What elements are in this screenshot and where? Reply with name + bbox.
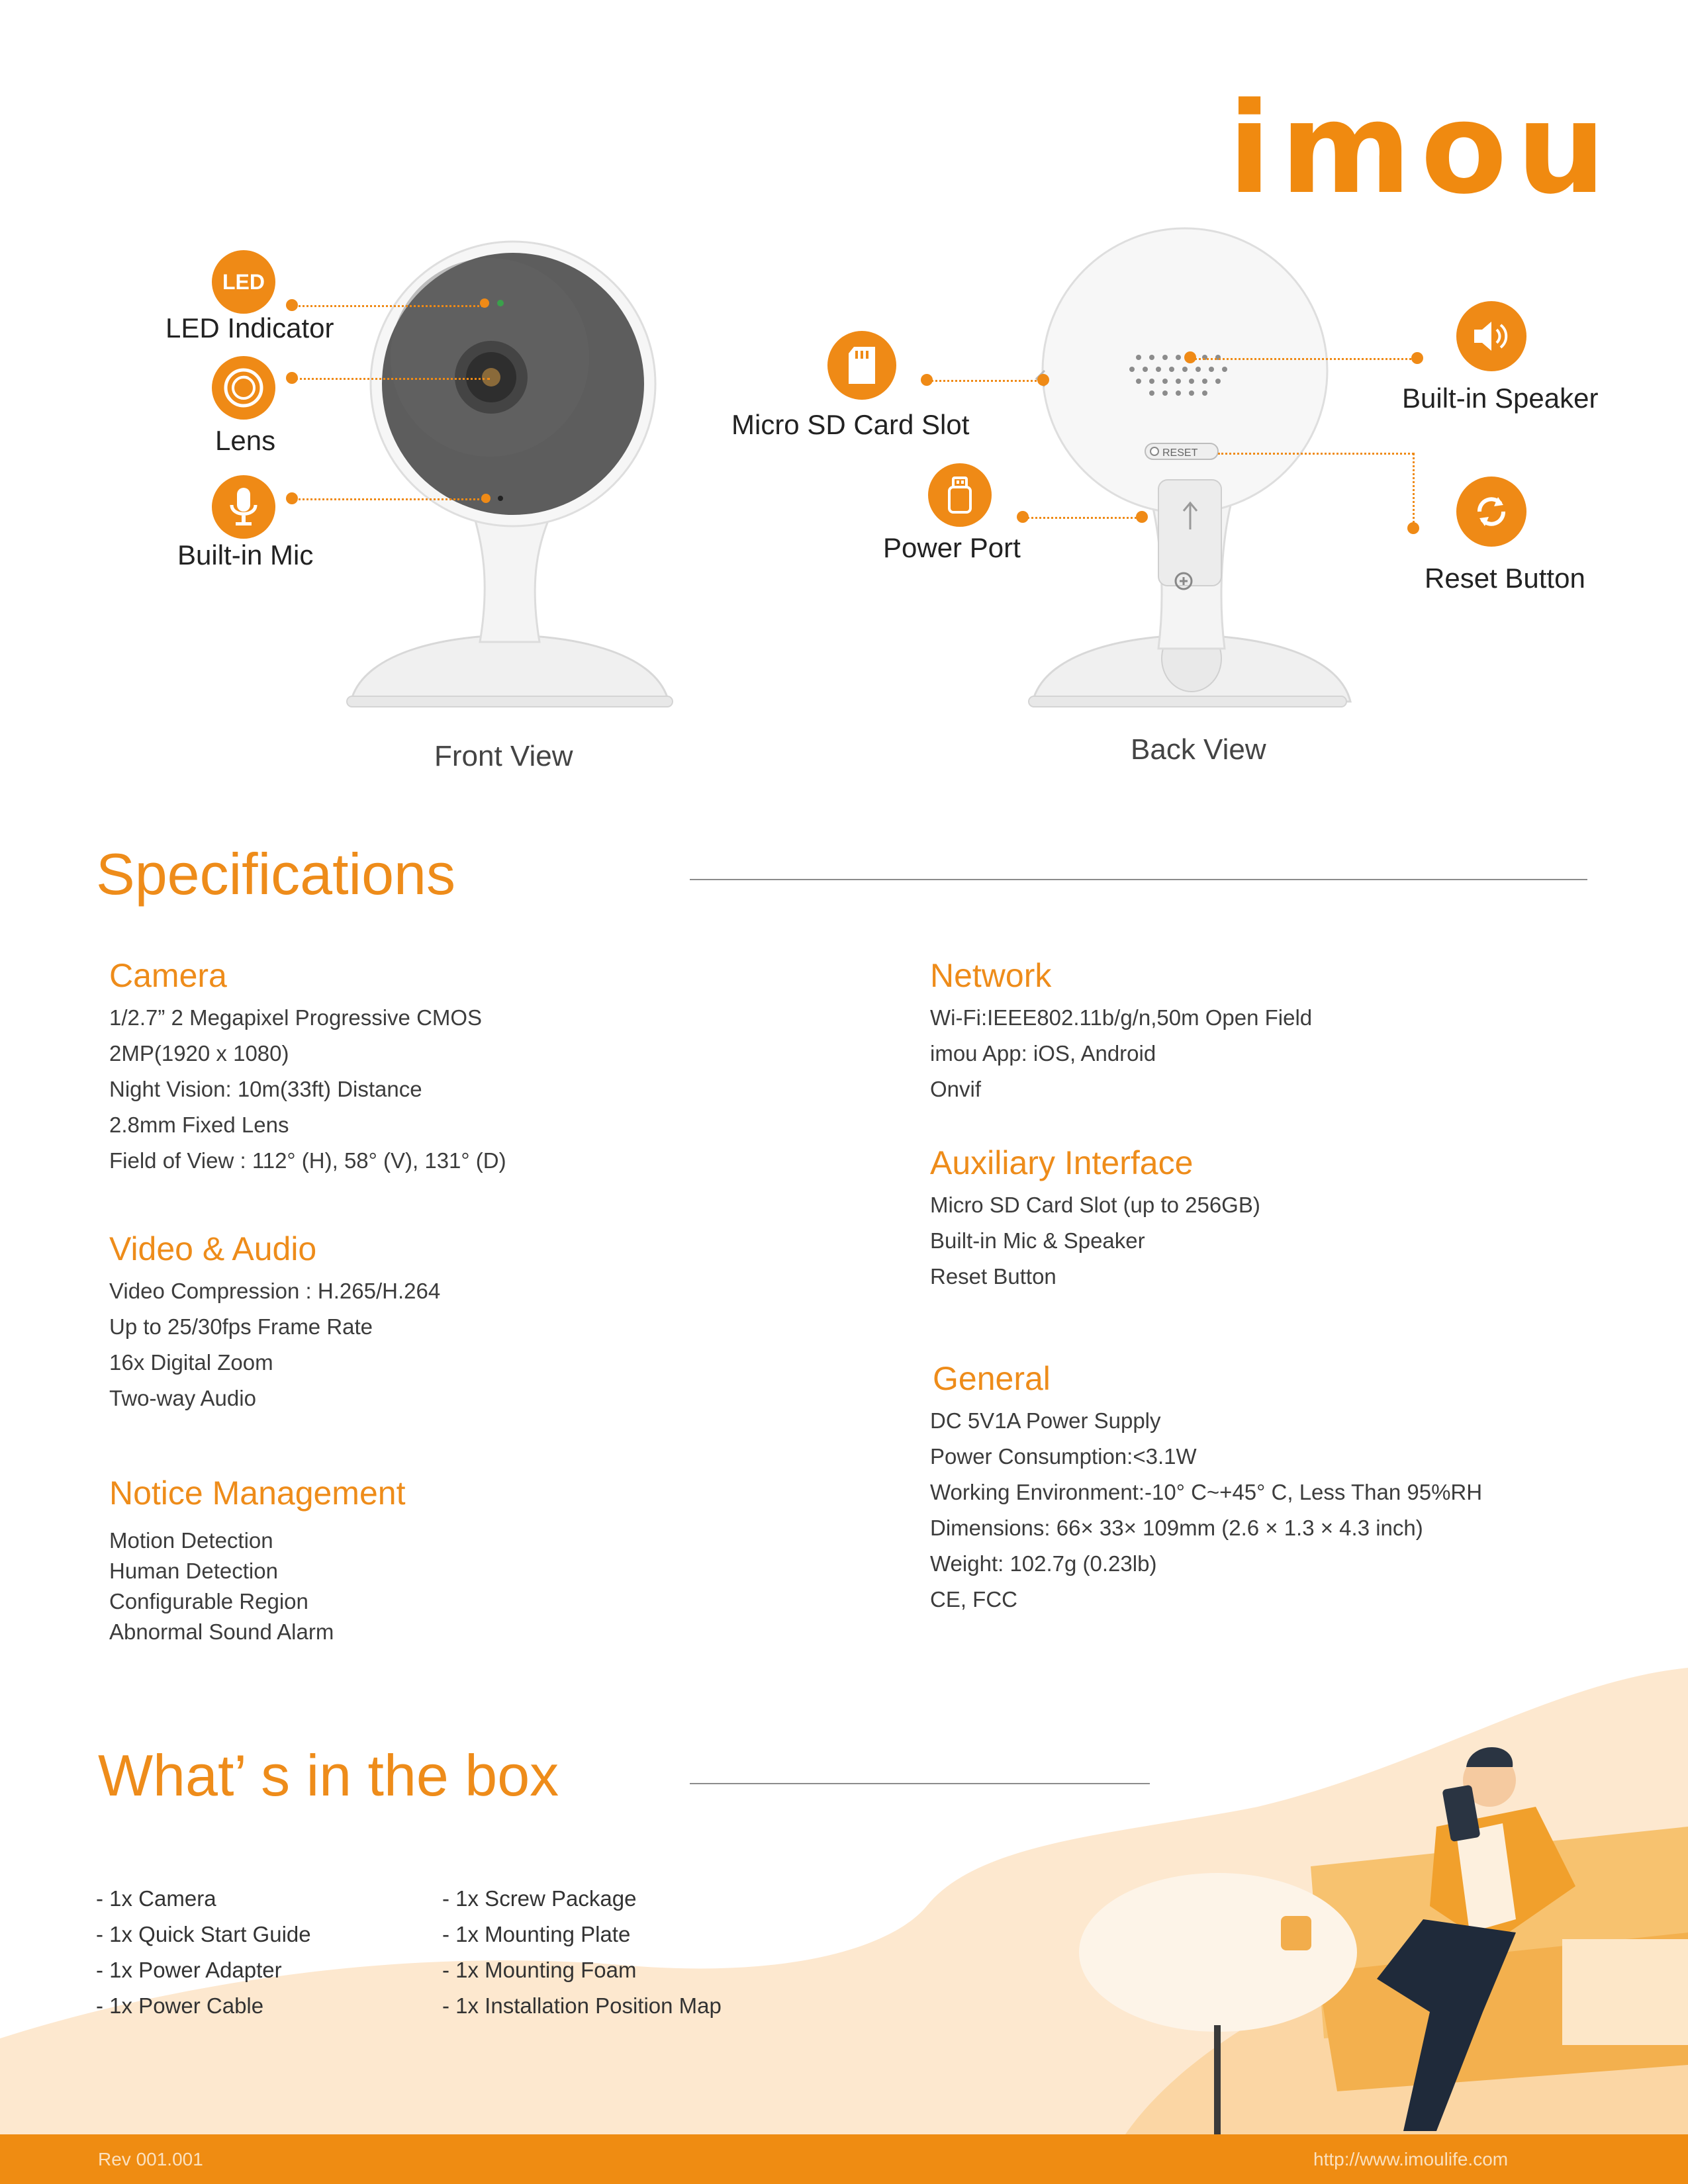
reset-slot-text: RESET [1162, 447, 1198, 459]
spec-line: DC 5V1A Power Supply [930, 1408, 1161, 1433]
spec-line: Micro SD Card Slot (up to 256GB) [930, 1193, 1260, 1217]
back-camera-image [1019, 225, 1364, 715]
spec-notice-section [109, 1474, 405, 1647]
spec-line: Reset Button [930, 1264, 1056, 1289]
power-port-label: Power Port [883, 532, 1021, 563]
spec-general-section [930, 1359, 1482, 1617]
back-view-label: Back View [1131, 733, 1266, 766]
spec-line: Wi-Fi:IEEE802.11b/g/n,50m Open Field [930, 1005, 1313, 1030]
lens-label: Lens [215, 425, 276, 456]
spec-line: Two-way Audio [109, 1386, 256, 1410]
spec-heading: Notice Management [109, 1475, 406, 1512]
reset-icon [1456, 477, 1526, 547]
spec-line: Weight: 102.7g (0.23lb) [930, 1551, 1157, 1576]
spec-heading: Auxiliary Interface [930, 1144, 1194, 1181]
microphone-icon [212, 475, 275, 539]
box-item: - 1x Screw Package [442, 1886, 637, 1911]
spec-line: Onvif [930, 1077, 982, 1101]
built-in-speaker-label: Built-in Speaker [1402, 383, 1599, 414]
spec-line: Motion Detection [109, 1528, 273, 1553]
spec-line: Abnormal Sound Alarm [109, 1619, 334, 1644]
box-item: - 1x Camera [96, 1886, 216, 1911]
spec-line: Built-in Mic & Speaker [930, 1228, 1145, 1253]
spec-line: Human Detection [109, 1559, 278, 1583]
spec-line: 2.8mm Fixed Lens [109, 1113, 289, 1137]
spec-line: Field of View : 112° (H), 58° (V), 131° (D) [109, 1148, 506, 1173]
box-item: - 1x Quick Start Guide [96, 1922, 311, 1946]
spec-line: 1/2.7” 2 Megapixel Progressive CMOS [109, 1005, 483, 1030]
box-item: - 1x Mounting Foam [442, 1958, 637, 1982]
box-list-col2 [442, 1881, 722, 2024]
spec-heading: Network [930, 957, 1052, 994]
spec-line: imou App: iOS, Android [930, 1041, 1156, 1066]
led-indicator-icon: LED [212, 250, 275, 314]
spec-line: Configurable Region [109, 1589, 308, 1614]
lens-icon [212, 356, 275, 420]
spec-line: Dimensions: 66× 33× 109mm (2.6 × 1.3 × 4.3 inch) [930, 1516, 1423, 1540]
box-divider [690, 1783, 1150, 1784]
box-item: - 1x Power Adapter [96, 1958, 282, 1982]
reset-button-label: Reset Button [1425, 563, 1585, 594]
micro-sd-slot-label: Micro SD Card Slot [731, 409, 970, 440]
box-list-col1 [96, 1881, 311, 2024]
spec-heading: Camera [109, 957, 227, 994]
usb-port-icon [928, 463, 992, 527]
spec-video-audio-section [109, 1230, 440, 1416]
brand-logo: imou [1228, 75, 1615, 222]
spec-line: Up to 25/30fps Frame Rate [109, 1314, 373, 1339]
spec-line: Video Compression : H.265/H.264 [109, 1279, 441, 1303]
spec-line: 2MP(1920 x 1080) [109, 1041, 289, 1066]
footer-bar [0, 2134, 1688, 2184]
spec-heading: Video & Audio [109, 1230, 317, 1267]
built-in-mic-label: Built-in Mic [177, 539, 314, 570]
spec-line: CE, FCC [930, 1587, 1017, 1612]
box-item: - 1x Installation Position Map [442, 1993, 722, 2018]
specifications-title: Specifications [96, 841, 455, 907]
spec-camera-section [109, 956, 506, 1179]
speaker-icon [1456, 301, 1526, 371]
spec-line: Power Consumption:<3.1W [930, 1444, 1197, 1469]
front-view-label: Front View [434, 740, 573, 772]
box-item: - 1x Mounting Plate [442, 1922, 631, 1946]
specifications-divider [690, 879, 1587, 880]
box-item: - 1x Power Cable [96, 1993, 264, 2018]
spec-heading: General [933, 1360, 1051, 1397]
spec-line: Night Vision: 10m(33ft) Distance [109, 1077, 422, 1101]
sd-card-icon [827, 331, 896, 400]
website-link[interactable]: http://www.imoulife.com [1313, 2149, 1509, 2169]
spec-auxiliary-section [930, 1144, 1260, 1295]
led-indicator-label: LED Indicator [165, 312, 334, 343]
box-title: What’ s in the box [98, 1743, 559, 1808]
spec-line: 16x Digital Zoom [109, 1350, 273, 1375]
front-camera-image [338, 225, 682, 715]
spec-line: Working Environment:-10° C~+45° C, Less Than 95%RH [930, 1480, 1483, 1504]
spec-network-section [930, 956, 1312, 1107]
revision-text: Rev 001.001 [98, 2149, 203, 2169]
